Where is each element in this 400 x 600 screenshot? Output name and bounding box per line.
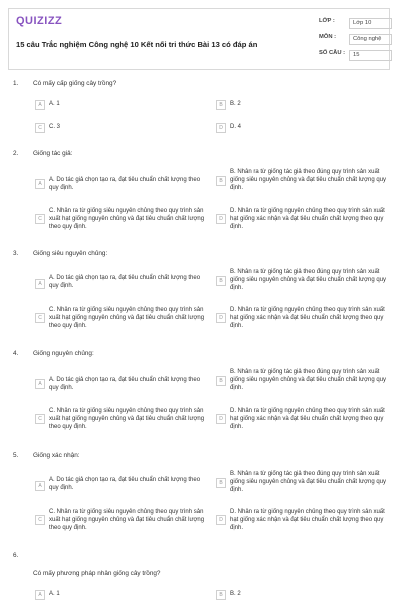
option-text: A. Do tác giả chọn tạo ra, đạt tiêu chuẩn chất lượng theo quy định.: [49, 275, 201, 289]
question-number: 4.: [13, 350, 19, 357]
question-text: Có mấy cấp giống cây trồng?: [33, 80, 117, 87]
option-text: D. Nhân ra từ giống nguyên chủng theo quy trình sản xuất hạt giống xác nhận và đạt tiêu chuẩn chất lượng theo quy định.: [230, 408, 385, 430]
option-letter-box: D: [216, 414, 226, 424]
option-letter-box: C: [35, 123, 45, 133]
option-text: B. Nhân ra từ giống tác giả theo đúng quy trình sản xuất giống siêu nguyên chủng và đạt tiêu chuẩn chất lượng quy định.: [230, 169, 387, 191]
question-number: 5.: [13, 452, 19, 459]
meta-count-value: 15: [349, 50, 392, 61]
option-text: D. Nhân ra từ giống nguyên chủng theo quy trình sản xuất hạt giống xác nhận và đạt tiêu chuẩn chất lượng theo quy định.: [230, 208, 385, 230]
option-letter-box: A: [35, 279, 45, 289]
option-letter-box: C: [35, 313, 45, 323]
option-text: A. Do tác giả chọn tạo ra, đạt tiêu chuẩn chất lượng theo quy định.: [49, 177, 201, 191]
question-number: 2.: [13, 150, 19, 157]
question-number: 3.: [13, 250, 19, 257]
option-text: A. Do tác giả chọn tạo ra, đạt tiêu chuẩn chất lượng theo quy định.: [49, 377, 201, 391]
option-letter-box: B: [216, 100, 226, 110]
worksheet-header: [8, 8, 390, 70]
option-text: C. Nhân ra từ giống siêu nguyên chủng theo quy trình sản xuất hạt giống nguyên chủng và đạt tiêu chuẩn chất lượng theo quy định.: [49, 307, 205, 329]
option-letter-box: D: [216, 515, 226, 525]
option-text: B. Nhân ra từ giống tác giả theo đúng quy trình sản xuất giống siêu nguyên chủng và đạt tiêu chuẩn chất lượng quy định.: [230, 471, 387, 493]
quizizz-logo: QUIZIZZ: [16, 15, 63, 27]
option-text: B. Nhân ra từ giống tác giả theo đúng quy trình sản xuất giống siêu nguyên chủng và đạt tiêu chuẩn chất lượng quy định.: [230, 269, 387, 291]
option-text: C. Nhân ra từ giống siêu nguyên chủng theo quy trình sản xuất hạt giống nguyên chủng và đạt tiêu chuẩn chất lượng theo quy định.: [49, 208, 205, 230]
option-text: B. 2: [230, 101, 241, 107]
option-letter-box: A: [35, 379, 45, 389]
option-text: D. Nhân ra từ giống nguyên chủng theo quy trình sản xuất hạt giống xác nhận và đạt tiêu chuẩn chất lượng theo quy định.: [230, 307, 385, 329]
question-text: Giống siêu nguyên chủng:: [33, 250, 108, 257]
option-text: A. 1: [49, 591, 60, 597]
option-letter-box: C: [35, 414, 45, 424]
option-text: C. 3: [49, 124, 61, 130]
option-text: B. Nhân ra từ giống tác giả theo đúng quy trình sản xuất giống siêu nguyên chủng và đạt tiêu chuẩn chất lượng quy định.: [230, 369, 387, 391]
option-text: A. Do tác giả chọn tạo ra, đạt tiêu chuẩn chất lượng theo quy định.: [49, 477, 201, 491]
meta-class-label: LỚP :: [319, 18, 335, 24]
question-text: Có mấy phương pháp nhân giống cây trồng?: [33, 570, 161, 577]
meta-count-label: SỐ CÂU :: [319, 50, 346, 56]
meta-class-value: Lớp 10: [349, 18, 392, 29]
question-text: Giống xác nhận:: [33, 452, 80, 459]
option-letter-box: C: [35, 214, 45, 224]
option-letter-box: D: [216, 123, 226, 133]
option-letter-box: B: [216, 478, 226, 488]
option-letter-box: A: [35, 179, 45, 189]
option-text: D. 4: [230, 124, 242, 130]
option-letter-box: B: [216, 276, 226, 286]
option-letter-box: B: [216, 376, 226, 386]
meta-subject-label: MÔN :: [319, 34, 337, 40]
option-letter-box: A: [35, 100, 45, 110]
option-text: D. Nhân ra từ giống nguyên chủng theo quy trình sản xuất hạt giống xác nhận và đạt tiêu chuẩn chất lượng theo quy định.: [230, 509, 385, 531]
worksheet-title: 15 câu Trắc nghiệm Công nghệ 10 Kết nối tri thức Bài 13 có đáp án: [16, 40, 258, 49]
option-letter-box: D: [216, 214, 226, 224]
meta-subject-value: Công nghệ: [349, 34, 392, 45]
option-letter-box: A: [35, 481, 45, 491]
option-text: B. 2: [230, 591, 241, 597]
option-text: C. Nhân ra từ giống siêu nguyên chủng theo quy trình sản xuất hạt giống nguyên chủng và đạt tiêu chuẩn chất lượng theo quy định.: [49, 509, 205, 531]
question-number: 6.: [13, 552, 19, 559]
question-number: 1.: [13, 80, 19, 87]
option-letter-box: A: [35, 590, 45, 600]
option-text: C. Nhân ra từ giống siêu nguyên chủng theo quy trình sản xuất hạt giống nguyên chủng và đạt tiêu chuẩn chất lượng theo quy định.: [49, 408, 205, 430]
option-letter-box: B: [216, 590, 226, 600]
question-text: Giống tác giả:: [33, 150, 73, 157]
option-letter-box: D: [216, 313, 226, 323]
option-letter-box: C: [35, 515, 45, 525]
option-text: A. 1: [49, 101, 60, 107]
question-text: Giống nguyên chủng:: [33, 350, 94, 357]
option-letter-box: B: [216, 176, 226, 186]
